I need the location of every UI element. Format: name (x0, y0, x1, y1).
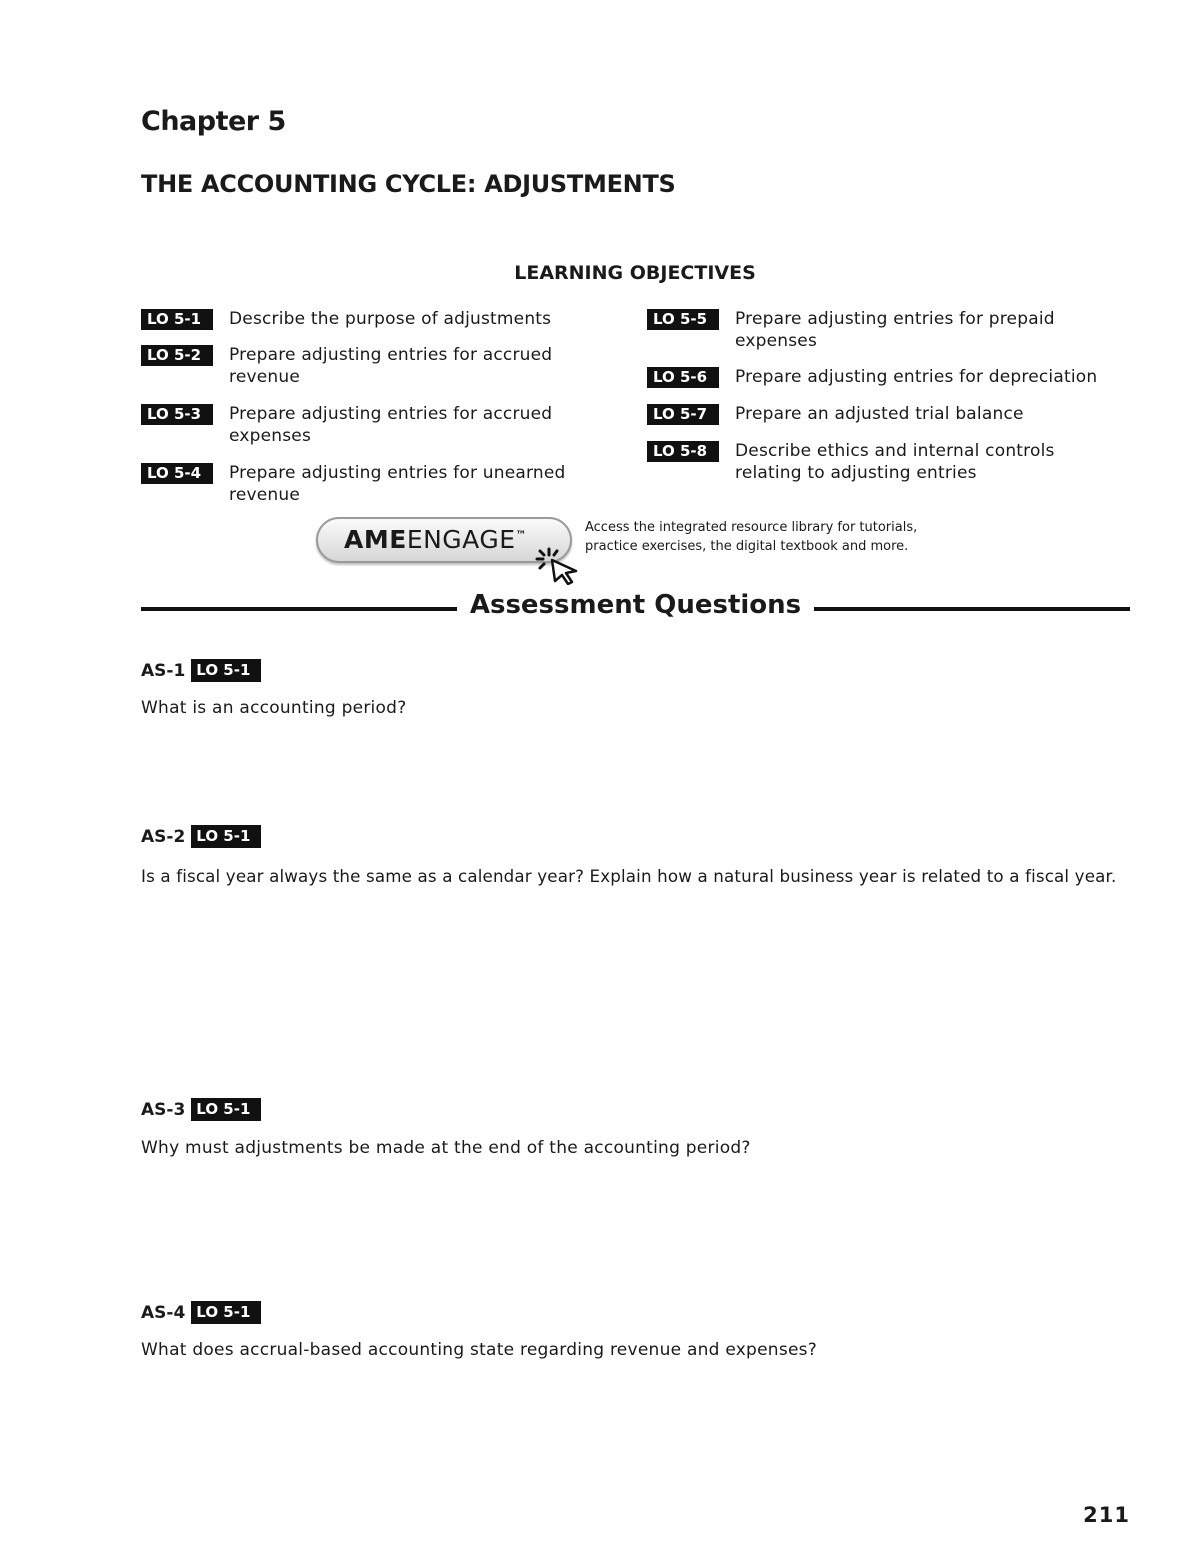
learning-objective-item (141, 308, 599, 330)
question-number: AS-4 (141, 1302, 186, 1323)
learning-objective-item (141, 344, 574, 388)
lo-badge: LO 5-7 (647, 404, 719, 425)
learning-objective-item (647, 308, 1085, 352)
logo-bold-part: AME (344, 525, 407, 554)
learning-objective-item (647, 403, 1135, 425)
assessment-heading: Assessment Questions (469, 590, 802, 620)
logo-trademark: ™ (515, 528, 528, 542)
lo-badge: LO 5-5 (647, 309, 719, 330)
lo-text: Prepare adjusting entries for depreciation (735, 367, 1098, 387)
question-header (141, 659, 261, 682)
lo-text: Describe ethics and internal controls relating to adjusting entries (735, 441, 1055, 483)
logo-thin-part: ENGAGE (406, 525, 516, 554)
learning-objective-item (647, 366, 1135, 388)
question-number: AS-3 (141, 1099, 186, 1120)
heading-rule-left (141, 607, 457, 611)
chapter-title: THE ACCOUNTING CYCLE: ADJUSTMENTS (141, 170, 676, 198)
lo-text: Prepare adjusting entries for accrued expenses (229, 404, 553, 446)
learning-objectives-heading: LEARNING OBJECTIVES (514, 262, 756, 284)
question-header (141, 825, 261, 848)
cursor-click-icon (535, 545, 585, 585)
lo-badge: LO 5-4 (141, 463, 213, 484)
lo-text: Prepare an adjusted trial balance (735, 404, 1024, 424)
lo-badge: LO 5-1 (191, 1301, 261, 1324)
page-number: 211 (1083, 1503, 1130, 1527)
learning-objective-item (141, 403, 574, 447)
question-text: Is a fiscal year always the same as a calendar year? Explain how a natural business year is related to a fiscal year. (141, 866, 1117, 886)
lo-badge: LO 5-2 (141, 345, 213, 366)
ameengage-logo-text (344, 525, 527, 554)
lo-badge: LO 5-1 (191, 1098, 261, 1121)
lo-text: Prepare adjusting entries for prepaid expenses (735, 309, 1055, 351)
learning-objective-item (141, 462, 589, 506)
lo-badge: LO 5-1 (191, 659, 261, 682)
question-text: What is an accounting period? (141, 698, 407, 718)
lo-badge: LO 5-1 (191, 825, 261, 848)
lo-text: Prepare adjusting entries for accrued revenue (229, 345, 553, 387)
question-number: AS-2 (141, 826, 186, 847)
lo-badge: LO 5-1 (141, 309, 213, 330)
question-text: Why must adjustments be made at the end of the accounting period? (141, 1138, 751, 1158)
question-text: What does accrual-based accounting state regarding revenue and expenses? (141, 1340, 818, 1360)
heading-rule-right (814, 607, 1130, 611)
lo-badge: LO 5-8 (647, 441, 719, 462)
lo-text: Describe the purpose of adjustments (229, 309, 552, 329)
chapter-label: Chapter 5 (141, 106, 286, 137)
learning-objective-item (647, 440, 1080, 484)
engage-note: Access the integrated resource library for tutorials, practice exercises, the digital textbook and more. (585, 520, 918, 554)
lo-badge: LO 5-3 (141, 404, 213, 425)
lo-text: Prepare adjusting entries for unearned revenue (229, 463, 566, 505)
question-number: AS-1 (141, 660, 186, 681)
ameengage-logo[interactable] (316, 517, 572, 563)
question-header (141, 1098, 261, 1121)
lo-badge: LO 5-6 (647, 367, 719, 388)
question-header (141, 1301, 261, 1324)
